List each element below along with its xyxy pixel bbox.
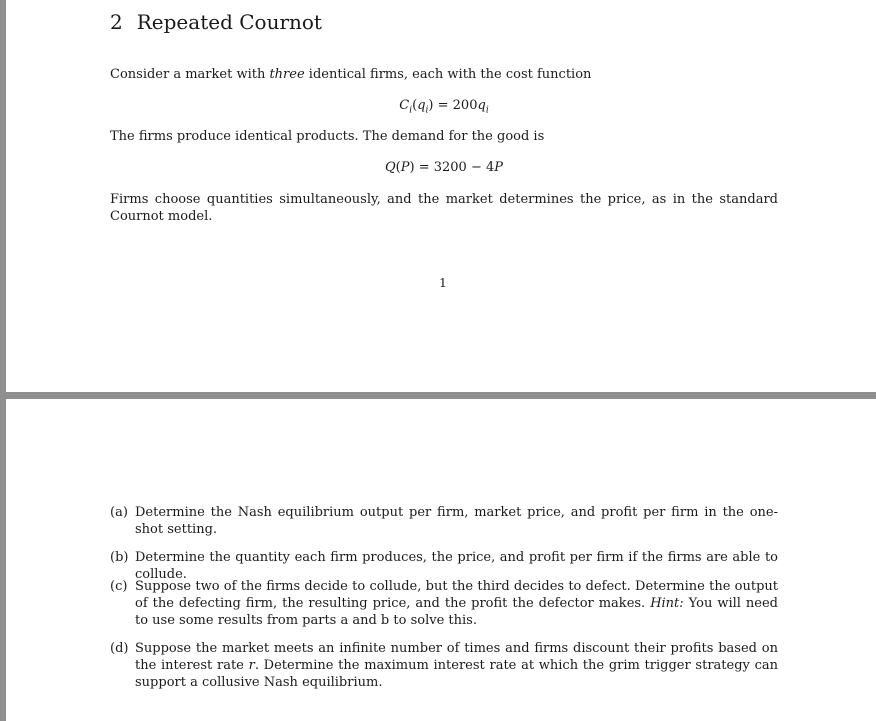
eq-symbol-Q: Q <box>385 160 396 175</box>
hint-label: Hint: <box>650 596 684 611</box>
intro-text-2: identical firms, each with the cost function <box>304 67 592 82</box>
eq-symbol-c: C <box>399 98 410 113</box>
question-part-d <box>110 640 778 691</box>
page-number: 1 <box>439 276 447 290</box>
eq-subscript-i: i <box>425 105 429 116</box>
part-label: (a) <box>110 505 128 520</box>
model-paragraph: Firms choose quantities simultaneously, and the market determines the price, as in the standard Cournot model. <box>110 192 778 224</box>
eq-rhs: = 3200 − 4 <box>414 160 495 175</box>
section-heading <box>110 10 322 34</box>
part-label: (d) <box>110 641 129 656</box>
eq-paren-close: ) <box>428 98 434 113</box>
part-text-1: Suppose two of the firms decide to collude, but the third decides to defect. Determine the output of the defecting firm, the resulting price, and the profit the defector makes. <box>135 579 778 611</box>
question-part-c <box>110 578 778 629</box>
page-divider <box>0 392 876 399</box>
eq-subscript-i: i <box>409 105 413 116</box>
demand-intro: The firms produce identical products. The demand for the good is <box>110 129 545 144</box>
part-text: Determine the Nash equilibrium output per firm, market price, and profit per firm in the one-shot setting. <box>135 505 778 537</box>
part-text-1: Suppose the market meets an infinite number of times and firms discount their profits based on the interest rate <box>135 641 778 673</box>
intro-text-1: Consider a market with <box>110 67 270 82</box>
part-label: (c) <box>110 579 128 594</box>
variable-r: r <box>248 658 255 673</box>
eq-rhs: = 200 <box>433 98 478 113</box>
intro-paragraph <box>110 66 778 83</box>
eq-symbol-P: P <box>494 160 503 175</box>
part-text <box>135 578 778 629</box>
eq-paren-open: ( <box>395 160 401 175</box>
eq-paren-open: ( <box>412 98 418 113</box>
question-part-a <box>110 504 778 538</box>
demand-equation <box>110 159 778 176</box>
part-text: Determine the quantity each firm produces, the price, and profit per firm if the firms are able to collude. <box>135 550 778 582</box>
section-title-text: Repeated Cournot <box>136 10 322 34</box>
page-2 <box>0 399 876 721</box>
eq-symbol-q: q <box>477 98 486 113</box>
section-number: 2 <box>110 10 123 34</box>
cost-function-equation <box>110 97 778 120</box>
part-label: (b) <box>110 550 129 565</box>
eq-symbol-q: q <box>417 98 426 113</box>
eq-paren-close: ) <box>409 160 415 175</box>
intro-emphasis: three <box>269 67 305 82</box>
eq-symbol-P: P <box>400 160 410 175</box>
eq-subscript-i: i <box>485 105 489 116</box>
part-text-2: You will need to use some results from parts a and b to solve this. <box>135 596 778 628</box>
part-text-2: . Determine the maximum interest rate at which the grim trigger strategy can support a collusive Nash equilibrium. <box>135 658 778 690</box>
part-text <box>135 640 778 691</box>
